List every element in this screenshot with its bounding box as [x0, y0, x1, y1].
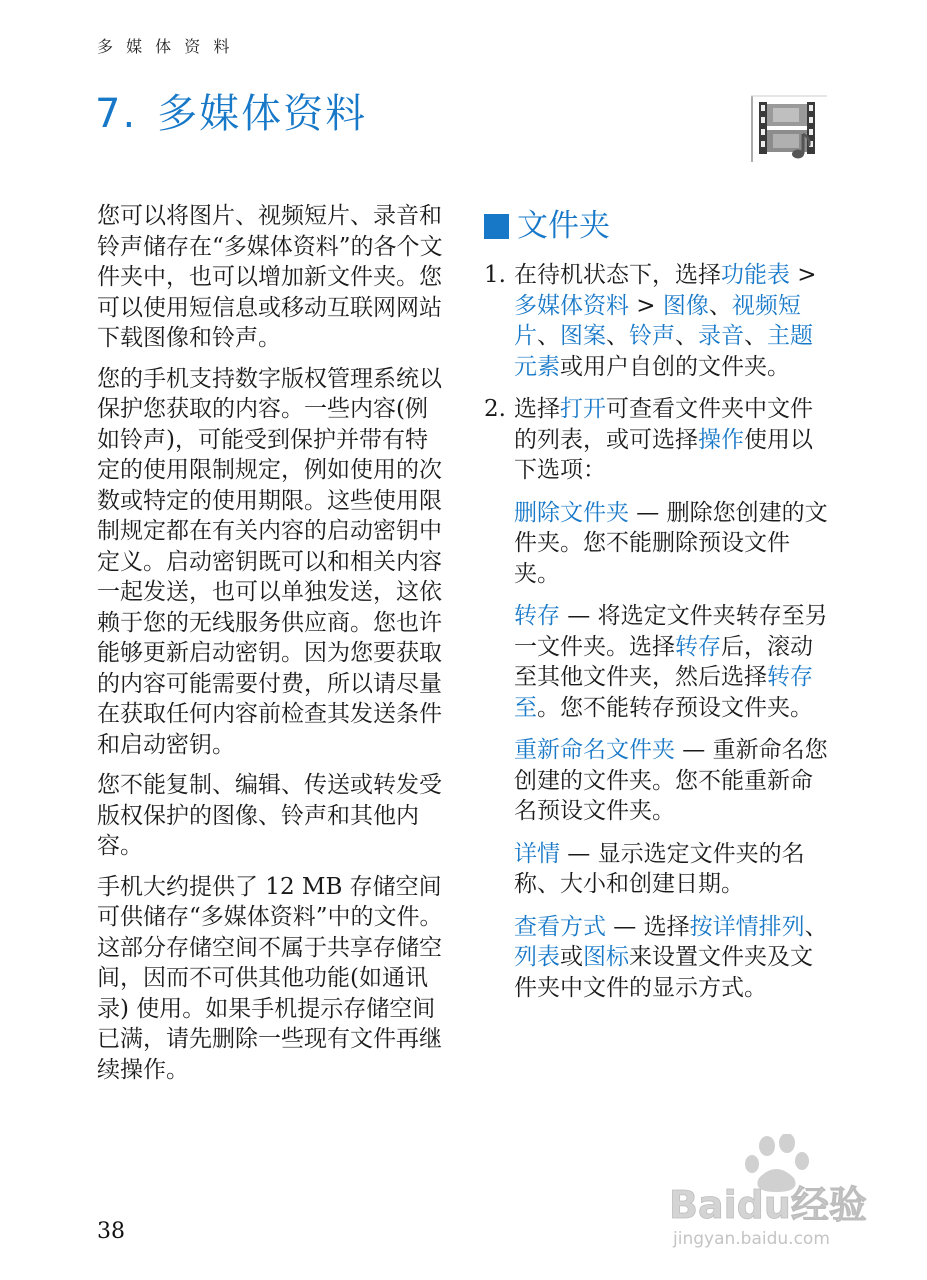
menu-link: 图像 [662, 292, 709, 319]
copyright-paragraph: 您不能复制、编辑、传送或转发受版权保护的图像、铃声和其他内容。 [97, 772, 442, 859]
menu-link: 功能表 [721, 262, 790, 288]
option-name: 删除文件夹 [514, 499, 629, 526]
blue-square-bullet-icon [484, 214, 509, 239]
storage-paragraph: 手机大约提供了 12 MB 存储空间可供储存“多媒体资料”中的文件。这部分存储空间不属于共享存储空间，因而不可供其他功能(如通讯录) 使用。如果手机提示存储空间已满，请先删除一些现有文件再继续操作。 [97, 873, 443, 1083]
option-description: — 重新命名您创建的文件夹。您不能重新命名预设文件夹。 [514, 737, 828, 824]
separator: 、 [675, 323, 698, 349]
step-text-segment: 在待机状态下，选择 [514, 262, 721, 288]
option-description: — 显示选定文件夹的名称、大小和创建日期。 [514, 840, 805, 897]
separator: 、 [708, 292, 732, 319]
step-2 [484, 394, 829, 486]
menu-link: 主题元素 [514, 323, 813, 380]
menu-link: 图标 [583, 944, 629, 970]
intro-paragraph: 您可以将图片、视频短片、录音和铃声储存在“多媒体资料”的各个文件夹中，也可以增加新文件夹。您可以使用短信息或移动互联网网站下载图像和铃声。 [97, 203, 443, 351]
intro-column [97, 201, 445, 1095]
option-rename-folder [514, 735, 829, 827]
step-number: 1. [484, 262, 506, 288]
option-description: — 删除您创建的文件夹。您不能删除预设文件夹。 [514, 499, 828, 587]
step-text-segment: 使用以下选项： [514, 426, 813, 483]
menu-link: 图案 [560, 323, 606, 349]
watermark-brand: Baidu经验 [669, 1183, 867, 1227]
option-view-mode [514, 912, 829, 1004]
separator: 、 [744, 323, 767, 349]
menu-link: 铃声 [629, 323, 675, 349]
film-strip-icon [749, 94, 829, 164]
separator: > [790, 262, 817, 288]
menu-link: 打开 [560, 396, 606, 422]
menu-link: 列表 [514, 944, 560, 970]
menu-link: 视频短片 [514, 292, 801, 349]
step-text-segment: 可查看文件夹中文件的列表，或可选择 [514, 396, 813, 453]
chapter-number: 7. [95, 91, 138, 137]
step-number: 2. [484, 396, 506, 422]
page-number: 38 [97, 1219, 125, 1244]
step-text [514, 394, 829, 486]
menu-link: 录音 [698, 323, 744, 349]
menu-link: 转存至 [514, 664, 813, 721]
running-header: 多 媒 体 资 料 [97, 37, 234, 56]
option-name: 转存 [514, 603, 560, 629]
separator: 、 [537, 323, 560, 349]
chapter-title [95, 82, 367, 139]
section-title: 文件夹 [517, 207, 610, 244]
section-heading [484, 206, 829, 246]
option-description: 来设置文件夹及文件夹中文件的显示方式。 [514, 944, 813, 1001]
option-move [514, 601, 829, 723]
menu-link: 按详情排列 [689, 913, 805, 940]
watermark-url: jingyan.baidu.com [673, 1229, 830, 1249]
baidu-jingyan-watermark [655, 1134, 885, 1254]
menu-link: 转存 [675, 633, 721, 660]
option-description: 后，滚动至其他文件夹，然后选择 [514, 633, 813, 690]
option-details [514, 839, 829, 900]
drm-paragraph: 您的手机支持数字版权管理系统以保护您获取的内容。一些内容(例如铃声)，可能受到保护并带有特定的使用限制规定，例如使用的次数或特定的使用期限。这些使用限制规定都在有关内容的启动密钥中定义。启动密钥既可以和相关内容一起发送，也可以单独发送，这依赖于您的无线服务供应商。您也许能够更新启动密钥。因为您要获取的内容可能需要付费，所以请尽量在获取任何内容前检查其发送条件和启动密钥。 [97, 365, 442, 758]
step-1 [484, 260, 829, 382]
menu-link: 操作 [698, 426, 744, 453]
separator: 、 [804, 913, 828, 940]
step-text-segment: 选择 [514, 396, 560, 422]
option-name: 查看方式 [514, 913, 606, 940]
separator: > [629, 292, 663, 319]
menu-link: 多媒体资料 [514, 292, 629, 319]
option-name: 重新命名文件夹 [514, 737, 675, 763]
option-description: — 选择 [606, 913, 690, 940]
option-delete-folder [514, 498, 829, 590]
chapter-title-text: 多媒体资料 [157, 91, 368, 137]
option-name: 详情 [514, 840, 560, 867]
option-description: 。您不能转存预设文件夹。 [537, 694, 813, 721]
step-text [514, 260, 829, 382]
option-description: — 将选定文件夹转存至另一文件夹。选择 [514, 603, 828, 660]
step-text-segment: 或用户自创的文件夹。 [560, 353, 790, 380]
separator: 、 [606, 323, 629, 349]
separator: 或 [560, 944, 583, 970]
folders-section [484, 206, 829, 1015]
